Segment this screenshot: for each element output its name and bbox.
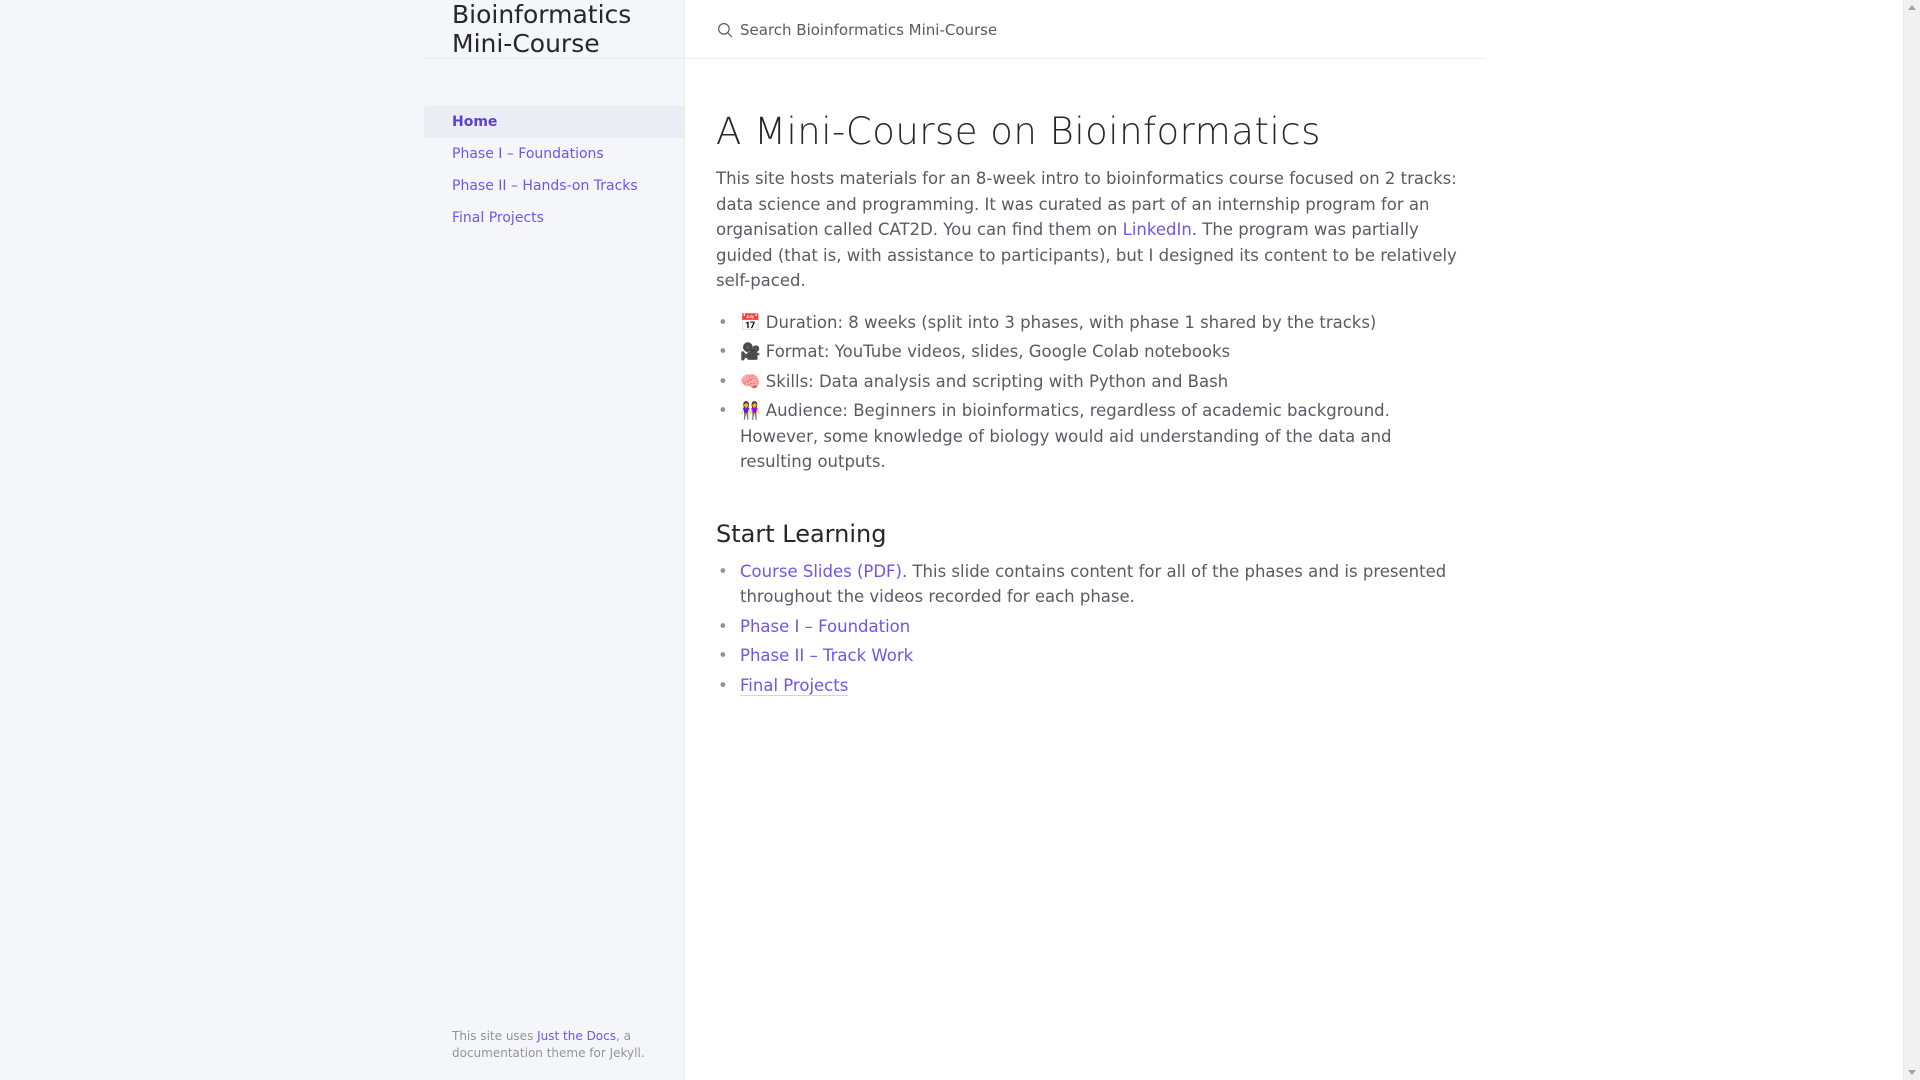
- learning-links-list: [716, 559, 1461, 699]
- search-icon: [716, 21, 734, 39]
- scrollbar[interactable]: [1903, 0, 1920, 1080]
- intro-text-before: This site hosts materials for an 8-week intro to bioinformatics course focused on 2 tracks: data science and programming. It was curated as part of an internship program for an organisation called CAT2D. You can find them on: [716, 169, 1457, 239]
- course-slides-link[interactable]: Course Slides (PDF): [740, 561, 902, 581]
- sidebar-link-home[interactable]: Home: [424, 106, 684, 138]
- header-divider-left: [420, 58, 685, 59]
- sidebar-item-final-projects: [424, 202, 684, 234]
- sidebar-footer: [452, 1028, 667, 1062]
- scroll-up-arrow-icon[interactable]: [1908, 5, 1916, 10]
- feature-skills: • 🧠 Skills: Data analysis and scripting with Python and Bash: [716, 369, 1461, 395]
- sidebar-link-phase-2[interactable]: Phase II – Hands-on Tracks: [452, 178, 638, 194]
- list-item: [716, 643, 1461, 669]
- sidebar-item-phase-2: [424, 170, 684, 202]
- phase-2-link[interactable]: Phase II – Track Work: [740, 646, 914, 665]
- sidebar-link-final-projects[interactable]: Final Projects: [452, 210, 544, 226]
- feature-duration: • 📅 Duration: 8 weeks (split into 3 phases, with phase 1 shared by the tracks): [716, 310, 1461, 336]
- sidebar-item-home: [424, 106, 684, 138]
- footer-prefix: This site uses: [452, 1029, 538, 1043]
- search-input[interactable]: [740, 21, 1200, 39]
- sidebar-item-phase-1: [424, 138, 684, 170]
- list-item: [716, 673, 1461, 699]
- phase-1-link[interactable]: Phase I – Foundation: [740, 616, 911, 636]
- list-item: [716, 559, 1461, 610]
- just-the-docs-link[interactable]: Just the Docs: [537, 1029, 616, 1043]
- sidebar-nav: [424, 106, 684, 234]
- page-title: A Mini-Course on Bioinformatics: [716, 110, 1321, 153]
- scroll-down-arrow-icon[interactable]: [1908, 1070, 1916, 1075]
- site-title[interactable]: Bioinformatics Mini-Course: [452, 0, 632, 58]
- footer-suffix: , a documentation theme for Jekyll.: [452, 1029, 645, 1060]
- intro-paragraph: [716, 166, 1461, 294]
- sidebar-divider: [684, 0, 685, 1080]
- main-content: [716, 108, 1461, 702]
- feature-list: [716, 310, 1461, 475]
- sidebar-link-phase-1[interactable]: Phase I – Foundations: [452, 146, 604, 162]
- intro-text-after: . The program was partially guided (that is, with assistance to participants), but I designed its content to be relatively self-paced.: [716, 220, 1457, 290]
- linkedin-link[interactable]: LinkedIn: [1122, 220, 1192, 239]
- header-divider-right: [685, 58, 1485, 59]
- start-learning-heading: Start Learning: [716, 519, 887, 548]
- feature-format: • 🎥 Format: YouTube videos, slides, Google Colab notebooks: [716, 339, 1461, 365]
- list-item: [716, 614, 1461, 640]
- feature-audience: • 👭 Audience: Beginners in bioinformatics, regardless of academic background. However, some knowledge of biology would aid understanding of the data and resulting outputs.: [716, 398, 1461, 475]
- final-projects-link[interactable]: Final Projects: [740, 675, 849, 695]
- search-bar[interactable]: [716, 18, 1216, 42]
- course-slides-description: . This slide contains content for all of the phases and is presented throughout the videos recorded for each phase.: [740, 561, 1447, 606]
